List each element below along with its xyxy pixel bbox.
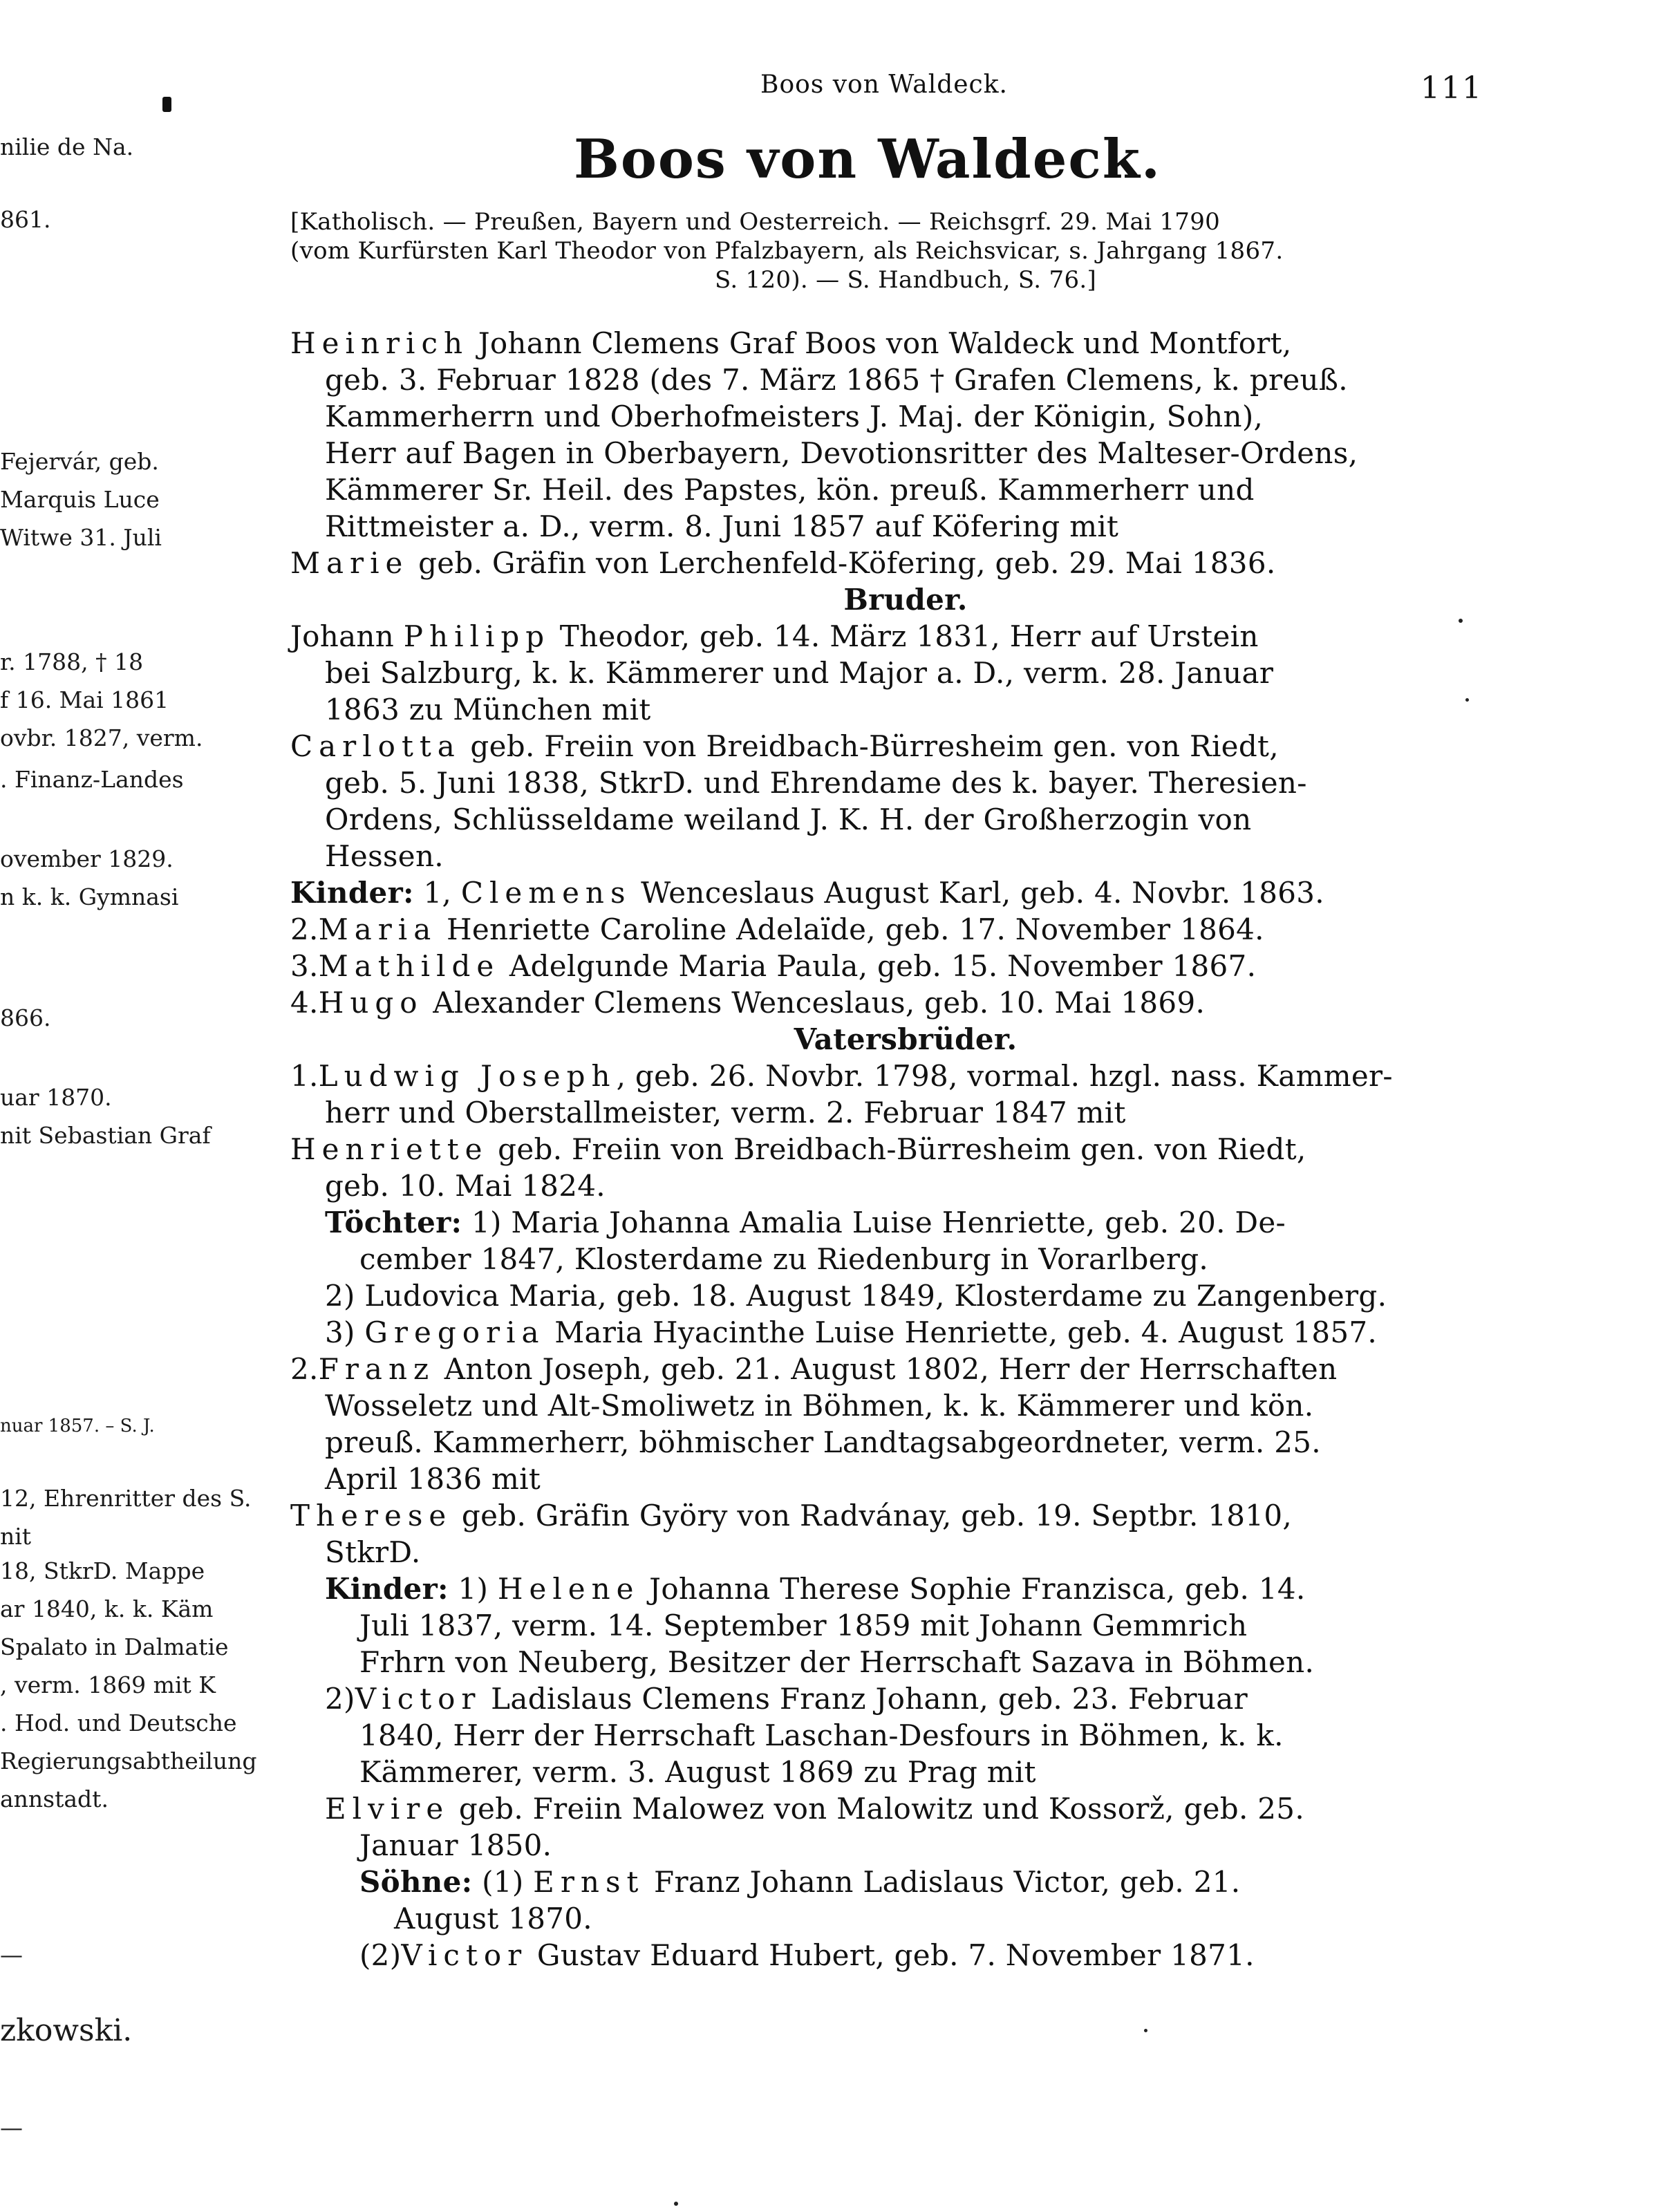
name-spaced: Carlotta [290,729,461,763]
entry-line: 2) Ludovica Maria, geb. 18. August 1849, Klosterdame zu Zangenberg. [325,1279,1387,1313]
entry-line: Wosseletz und Alt-Smoliwetz in Böhmen, k. k. Kämmerer und kön. [325,1389,1314,1423]
entry-text: 2. [290,1352,319,1386]
entry-line: Ordens, Schlüsseldame weiland J. K. H. der Großherzogin von [325,803,1252,836]
entry-text: (1) [482,1865,534,1899]
name-spaced: Victor [355,1682,482,1716]
margin-fragment: nit Sebastian Graf [0,1122,211,1149]
name-spaced: Gregoria [364,1315,545,1349]
entry-text: Franz Johann Ladislaus Victor, geb. 21. [644,1865,1241,1899]
entry-text: 1. [290,1059,319,1093]
entry-line [290,1131,1521,1168]
margin-fragment: Spalato in Dalmatie [0,1633,229,1660]
intro-line: S. 120). — S. Handbuch, S. 76.] [714,266,1097,294]
name-spaced: Helene [497,1572,640,1606]
entry-line [290,874,1521,911]
margin-fragment: ovember 1829. [0,845,174,872]
entry-text: Ladislaus Clemens Franz Johann, geb. 23. Februar [481,1682,1248,1716]
entry-text: geb. Freiin von Breidbach-Bürresheim gen. von Riedt, [460,729,1279,763]
ink-speck [1144,2029,1147,2032]
margin-fragment: , verm. 1869 mit K [0,1671,216,1698]
section-heading-bruder: Bruder. [843,583,968,617]
ink-speck [1465,698,1469,702]
margin-fragment: nit [0,1523,32,1550]
entry-line: Rittmeister a. D., verm. 8. Juni 1857 auf Köfering mit [325,509,1119,543]
entry-line [290,545,1521,581]
entry-line: Herr auf Bagen in Oberbayern, Devotionsritter des Malteser-Ordens, [325,436,1358,470]
margin-fragment: 861. [0,206,51,233]
entry-line: Hessen. [325,839,444,873]
entry-text: 1) Maria Johanna Amalia Luise Henriette, geb. 20. De- [471,1206,1286,1239]
entry-text: 2. [290,912,319,946]
entry-text: 2) [325,1682,355,1716]
name-spaced: Elvire [325,1792,450,1826]
entry-line [290,1351,1521,1387]
entry-text: Wenceslaus August Karl, geb. 4. Novbr. 1863. [631,876,1324,910]
soehne-label: Söhne: [359,1865,473,1899]
name-spaced: Marie [290,546,409,580]
entry-line: Januar 1850. [359,1828,552,1862]
margin-fragment: f 16. Mai 1861 [0,686,169,713]
entry-text: 1, [423,876,461,910]
entry-line: geb. 5. Juni 1838, StkrD. und Ehrendame des k. bayer. Theresien- [325,766,1307,800]
margin-fragment: n k. k. Gymnasi [0,883,179,910]
entry-line [290,325,1521,362]
entry-text: 3. [290,949,319,983]
entry-text: 4. [290,986,319,1020]
entry-text: , geb. 26. Novbr. 1798, vormal. hzgl. nass. Kammer- [616,1059,1393,1093]
entry-line [290,911,1521,948]
name-spaced: Mathilde [318,949,500,983]
intro-line: [Katholisch. — Preußen, Bayern und Oesterreich. — Reichsgrf. 29. Mai 1790 [290,208,1221,236]
margin-fragment: 866. [0,1004,51,1031]
margin-fragment: . Finanz-Landes [0,766,184,793]
entry-line: bei Salzburg, k. k. Kämmerer und Major a. D., verm. 28. Januar [325,656,1274,690]
ink-mark [162,97,171,112]
margin-fragment: nuar 1857. – S. J. [0,1416,155,1436]
margin-fragment: Fejervár, geb. [0,448,159,475]
margin-fragment: Marquis Luce [0,486,160,513]
entry-line: StkrD. [325,1535,421,1569]
toechter-label: Töchter: [325,1206,462,1239]
entry-text: Henriette Caroline Adelaïde, geb. 17. November 1864. [437,912,1264,946]
entry-line [290,728,1521,765]
entry-line [290,1571,1521,1607]
entry-line: Kämmerer Sr. Heil. des Papstes, kön. preuß. Kammerherr und [325,473,1255,507]
entry-text: Johanna Therese Sophie Franzisca, geb. 14. [639,1572,1306,1606]
page-title: Boos von Waldeck. [573,128,1162,191]
ink-speck [674,2202,678,2206]
intro-line: (vom Kurfürsten Karl Theodor von Pfalzbayern, als Reichsvicar, s. Jahrgang 1867. [290,237,1284,265]
margin-fragment: r. 1788, † 18 [0,648,144,675]
entry-text: Johann [290,619,404,653]
family-intro [290,207,1521,294]
entry-text: Johann Clemens Graf Boos von Waldeck und Montfort, [469,326,1292,360]
entry-text: Alexander Clemens Wenceslaus, geb. 10. Mai 1869. [423,986,1206,1020]
margin-fragment: 12, Ehrenritter des S. [0,1485,252,1512]
entry-text: geb. Gräfin von Lerchenfeld-Köfering, geb. 29. Mai 1836. [409,546,1276,580]
entry-line: Kammerherrn und Oberhofmeisters J. Maj. der Königin, Sohn), [325,400,1264,433]
entry-line [290,1864,1521,1900]
entry-line [290,1680,1521,1717]
entry-line [290,984,1521,1021]
margin-fragment: ovbr. 1827, verm. [0,724,203,751]
entry-line: 1863 zu München mit [325,693,651,727]
entry-line [290,1314,1521,1351]
margin-fragment: nilie de Na. [0,133,134,160]
entry-line: cember 1847, Klosterdame zu Riedenburg in Vorarlberg. [359,1242,1209,1276]
entry-text: 3) [325,1315,365,1349]
entry-text: Maria Hyacinthe Luise Henriette, geb. 4. August 1857. [545,1315,1378,1349]
entry-text: Adelgunde Maria Paula, geb. 15. November 1867. [500,949,1257,983]
margin-fragment: 18, StkrD. Mappe [0,1557,205,1584]
entry-line: April 1836 mit [325,1462,541,1496]
entry-line [290,1497,1521,1534]
entry-text: (2) [359,1938,402,1972]
name-spaced: Clemens [460,876,632,910]
margin-fragment: Regierungsabtheilung [0,1747,257,1774]
margin-fragment: Witwe 31. Juli [0,524,162,551]
name-spaced: Therese [290,1499,453,1533]
entry-line: Kämmerer, verm. 3. August 1869 zu Prag mit [359,1755,1036,1789]
section-heading-vatersbrueder: Vatersbrüder. [794,1022,1018,1056]
name-spaced: Maria [318,912,438,946]
entry-line: preuß. Kammerherr, böhmischer Landtagsabgeordneter, verm. 25. [325,1425,1321,1459]
name-spaced: Ernst [533,1865,645,1899]
name-spaced: Henriette [290,1132,489,1166]
entry-line [290,1204,1521,1241]
name-spaced: Franz [318,1352,435,1386]
name-spaced: Ludwig Joseph [318,1059,617,1093]
entry-line: geb. 3. Februar 1828 (des 7. März 1865 † Grafen Clemens, k. preuß. [325,363,1348,397]
entry-line: 1840, Herr der Herrschaft Laschan-Desfours in Böhmen, k. k. [359,1718,1284,1752]
margin-fragment: ar 1840, k. k. Käm [0,1595,214,1622]
entry-line [290,618,1521,655]
entry-text: geb. Gräfin Györy von Radvánay, geb. 19. Septbr. 1810, [452,1499,1292,1533]
entry-line [290,1937,1521,1974]
margin-fragment: uar 1870. [0,1084,112,1111]
entry-text: Theodor, geb. 14. März 1831, Herr auf Urstein [550,619,1259,653]
margin-fragment: — [0,2114,23,2141]
entry-text: Gustav Eduard Hubert, geb. 7. November 1871. [527,1938,1255,1972]
entry-text: geb. Freiin Malowez von Malowitz und Kossorž, geb. 25. [449,1792,1304,1826]
margin-fragment: zkowski. [0,2013,133,2048]
entry-line [290,1058,1521,1094]
name-spaced: Heinrich [290,326,469,360]
name-spaced: Philipp [403,619,551,653]
entry-line: herr und Oberstallmeister, verm. 2. Februar 1847 mit [325,1096,1126,1130]
entry-line: Juli 1837, verm. 14. September 1859 mit Johann Gemmrich [359,1609,1248,1642]
entry-line: August 1870. [394,1902,592,1936]
page-number: 111 [1421,71,1483,106]
running-head: Boos von Waldeck. [760,71,1008,99]
entry-text: 1) [458,1572,498,1606]
margin-fragment: — [0,1941,23,1968]
ink-speck [1459,619,1463,623]
entry-text: geb. Freiin von Breidbach-Bürresheim gen. von Riedt, [488,1132,1306,1166]
kinder-label: Kinder: [325,1572,449,1606]
entry-line [290,1790,1521,1827]
entry-line: Frhrn von Neuberg, Besitzer der Herrschaft Sazava in Böhmen. [359,1645,1315,1679]
entry-text: Anton Joseph, geb. 21. August 1802, Herr der Herrschaften [435,1352,1338,1386]
name-spaced: Victor [401,1938,528,1972]
entry-line [290,948,1521,984]
margin-fragment: . Hod. und Deutsche [0,1709,237,1736]
kinder-label: Kinder: [290,876,414,910]
entry-line: geb. 10. Mai 1824. [325,1169,606,1203]
margin-fragment: annstadt. [0,1785,109,1812]
name-spaced: Hugo [318,986,424,1020]
genealogy-text [290,325,1521,1974]
